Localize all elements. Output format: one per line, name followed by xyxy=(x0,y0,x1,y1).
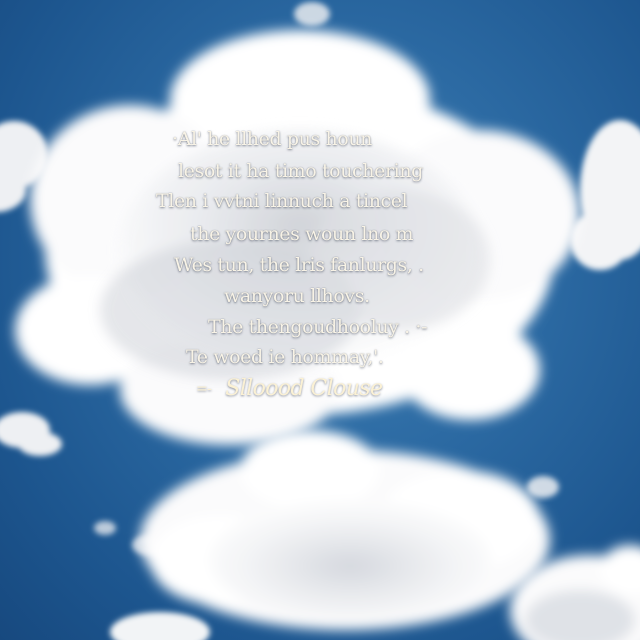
small-cloud-top xyxy=(294,2,330,26)
poem-text xyxy=(120,128,480,418)
right-cloud-edge xyxy=(570,120,640,270)
signature-dash: =- xyxy=(196,381,212,397)
lower-cloud xyxy=(140,430,550,630)
poem-line: Te woed ie hommay,'. xyxy=(186,346,384,368)
bottom-left-cloud xyxy=(110,612,210,640)
poem-line: wanyoru llhovs. xyxy=(224,285,370,307)
signature-name: Slloood Clouse xyxy=(225,376,383,401)
poem-line: The thengoudhooluy . ·- xyxy=(208,316,428,338)
poem-line: the yournes woun lno m xyxy=(190,223,414,245)
small-cloud-right xyxy=(527,476,559,498)
poem-signature xyxy=(196,376,382,401)
poem-line: Wes tun, the lris fanlurgs, . xyxy=(174,254,424,276)
poem-line: lesot it ha timo touchering xyxy=(178,160,423,182)
small-cloud-left xyxy=(0,412,62,456)
poem-line: Tlen i vvtni linnuch a tincel xyxy=(156,190,408,212)
poem-line: ·Al' he llhed pus houn xyxy=(172,128,372,150)
